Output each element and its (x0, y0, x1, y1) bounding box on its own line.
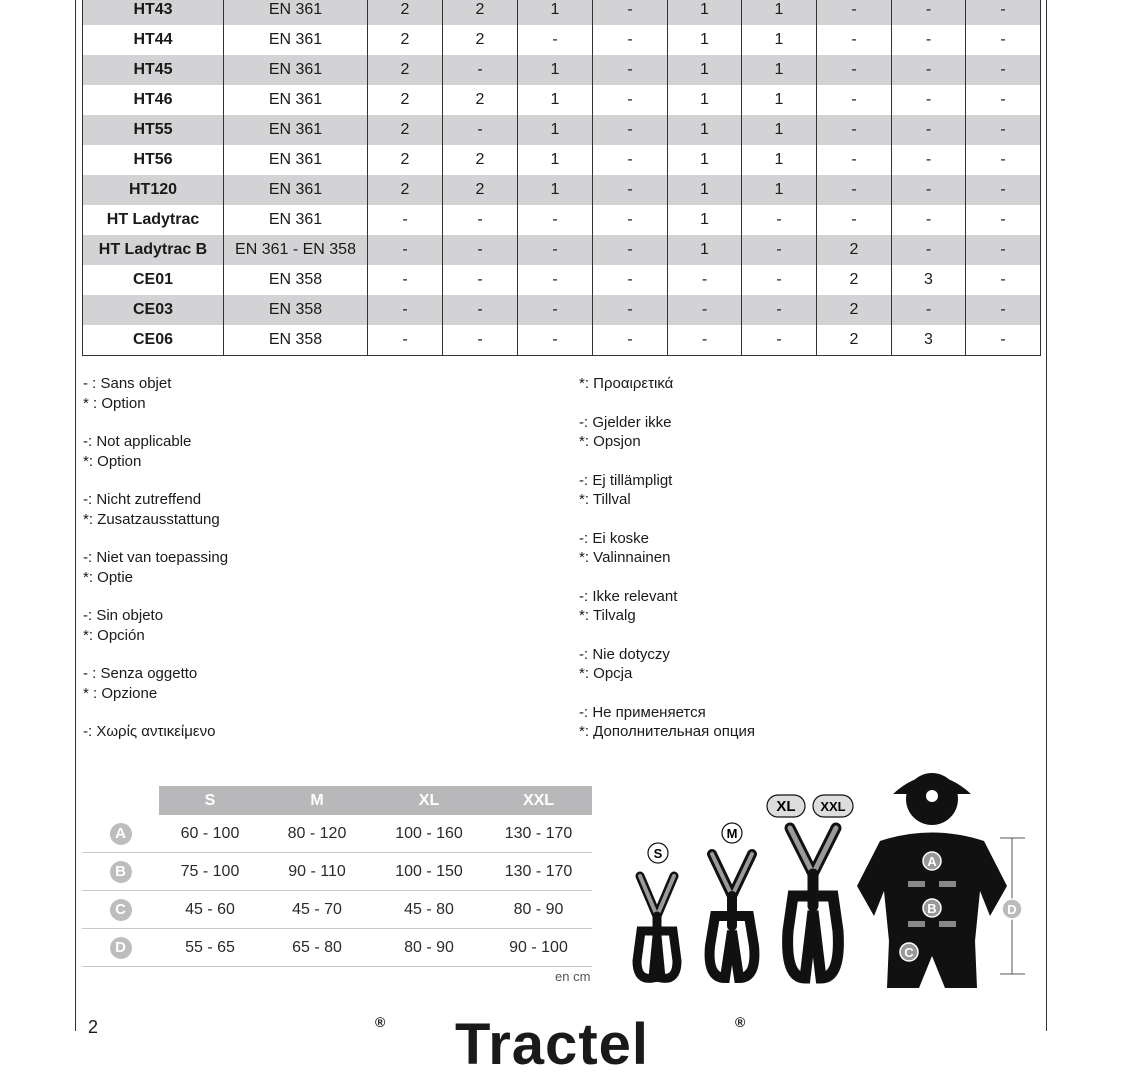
legend-line: *: Optie (83, 568, 134, 586)
value-cell: - (966, 115, 1041, 145)
value-cell: - (892, 295, 966, 325)
model-cell: HT46 (83, 85, 224, 115)
value-cell: 1 (668, 25, 742, 55)
value-cell: 1 (518, 145, 593, 175)
legend-line: *: Προαιρετικά (579, 375, 674, 392)
value-cell: - (593, 295, 668, 325)
value-cell: 1 (742, 55, 817, 85)
value-cell: 1 (518, 0, 593, 25)
value-cell: 1 (668, 205, 742, 235)
value-cell: 2 (443, 25, 518, 55)
value-cell: - (518, 235, 593, 265)
brand-reg-mark: ® (375, 1014, 386, 1030)
badge-size-m: M (726, 826, 738, 841)
legend-left-column (83, 374, 228, 742)
value-cell: - (892, 25, 966, 55)
legend-block (83, 664, 228, 703)
value-cell: - (966, 265, 1041, 295)
body-silhouette-icon (857, 773, 1007, 988)
size-value: 80 - 90 (373, 929, 485, 967)
value-cell: 1 (518, 85, 593, 115)
legend-line: *: Дополнительная опция (579, 723, 755, 740)
table-row (83, 0, 1041, 25)
model-cell: HT45 (83, 55, 224, 85)
value-cell: - (368, 205, 443, 235)
value-cell: - (966, 205, 1041, 235)
value-cell: 2 (817, 325, 892, 356)
legend-line: -: Not applicable (83, 433, 192, 450)
badge-measure-d: D (1007, 902, 1017, 917)
value-cell: - (817, 0, 892, 25)
value-cell: 3 (892, 265, 966, 295)
value-cell: - (443, 115, 518, 145)
size-row-label (82, 891, 159, 929)
value-cell: - (817, 205, 892, 235)
size-value: 45 - 70 (261, 891, 373, 929)
value-cell: - (817, 85, 892, 115)
harness-xl-icon (788, 828, 839, 978)
value-cell: - (892, 85, 966, 115)
size-row (82, 891, 592, 929)
value-cell: 1 (668, 145, 742, 175)
size-row-label (82, 929, 159, 967)
value-cell: - (368, 265, 443, 295)
value-cell: - (368, 235, 443, 265)
value-cell: - (742, 325, 817, 356)
legend-line: -: Χωρίς αντικείμενο (83, 723, 216, 740)
legend-line: *: Opcja (579, 665, 633, 682)
table-row (83, 325, 1041, 356)
legend-line: -: Sin objeto (83, 607, 164, 624)
value-cell: - (742, 295, 817, 325)
model-cell: HT56 (83, 145, 224, 175)
model-cell: CE01 (83, 265, 224, 295)
table-row (83, 55, 1041, 85)
value-cell: - (593, 235, 668, 265)
size-value: 45 - 80 (373, 891, 485, 929)
legend-right-column (579, 374, 755, 742)
size-header-xxl: XXL (485, 786, 592, 815)
model-cell: HT44 (83, 25, 224, 55)
legend-line: *: Opción (83, 626, 145, 644)
value-cell: 1 (742, 85, 817, 115)
value-cell: - (668, 265, 742, 295)
value-cell: 2 (817, 265, 892, 295)
legend-block (579, 645, 755, 684)
standard-cell: EN 358 (224, 325, 368, 356)
value-cell: 2 (368, 175, 443, 205)
legend-line: -: Nie dotyczy (579, 645, 670, 663)
size-row (82, 929, 592, 967)
size-value: 65 - 80 (261, 929, 373, 967)
value-cell: - (518, 25, 593, 55)
value-cell: 1 (742, 25, 817, 55)
model-cell: HT43 (83, 0, 224, 25)
legend-line: *: Opsjon (579, 433, 641, 450)
value-cell: - (966, 235, 1041, 265)
table-row (83, 25, 1041, 55)
value-cell: - (892, 0, 966, 25)
legend-line: - : Sans objet (83, 375, 172, 392)
badge-measure-c: C (904, 945, 914, 960)
size-value: 45 - 60 (159, 891, 261, 929)
value-cell: - (443, 55, 518, 85)
value-cell: - (593, 205, 668, 235)
value-cell: - (892, 145, 966, 175)
value-cell: - (368, 325, 443, 356)
value-cell: - (368, 295, 443, 325)
standard-cell: EN 361 (224, 205, 368, 235)
value-cell: - (593, 25, 668, 55)
legend-block (579, 703, 755, 742)
legend-line: *: Tillval (579, 491, 631, 508)
harness-s-icon (637, 876, 677, 978)
value-cell: - (443, 325, 518, 356)
table-row (83, 295, 1041, 325)
value-cell: - (892, 115, 966, 145)
standard-cell: EN 361 (224, 25, 368, 55)
badge-size-s: S (653, 846, 663, 861)
table-row (83, 145, 1041, 175)
size-row-label (82, 815, 159, 853)
brand-reg-mark-2: ® (735, 1014, 746, 1030)
size-value: 75 - 100 (159, 853, 261, 891)
size-value: 100 - 150 (373, 853, 485, 891)
size-value: 130 - 170 (485, 853, 592, 891)
size-header-xl: XL (373, 786, 485, 815)
unit-label: en cm (555, 969, 591, 984)
legend-block (83, 432, 228, 471)
value-cell: 1 (518, 175, 593, 205)
measure-badge: A (110, 823, 132, 845)
legend-block (83, 722, 228, 742)
legend-line: -: Ei koske (579, 529, 650, 547)
badge-measure-b: B (927, 901, 937, 916)
value-cell: - (518, 295, 593, 325)
model-cell: HT Ladytrac B (83, 235, 224, 265)
value-cell: 1 (518, 115, 593, 145)
standard-cell: EN 361 (224, 55, 368, 85)
model-cell: CE03 (83, 295, 224, 325)
standard-cell: EN 361 - EN 358 (224, 235, 368, 265)
size-table (82, 786, 592, 967)
table-row (83, 205, 1041, 235)
value-cell: - (742, 235, 817, 265)
value-cell: - (668, 295, 742, 325)
value-cell: - (593, 145, 668, 175)
value-cell: - (593, 85, 668, 115)
value-cell: - (966, 295, 1041, 325)
value-cell: - (817, 145, 892, 175)
measure-badge: D (110, 937, 132, 959)
page-number: 2 (88, 1017, 99, 1037)
standard-cell: EN 358 (224, 295, 368, 325)
size-header-s: S (159, 786, 261, 815)
harness-size-figure (625, 766, 1035, 998)
legend-line: * : Option (83, 394, 146, 412)
standard-cell: EN 361 (224, 85, 368, 115)
value-cell: 2 (368, 25, 443, 55)
value-cell: - (966, 25, 1041, 55)
value-cell: 1 (668, 235, 742, 265)
page-frame-left (75, 0, 76, 1031)
measure-badge: B (110, 861, 132, 883)
size-row-label (82, 853, 159, 891)
legend-line: -: Ej tillämpligt (579, 471, 673, 489)
legend-block (579, 471, 755, 510)
value-cell: - (817, 25, 892, 55)
badge-size-xxl: XXL (820, 799, 846, 814)
size-value: 60 - 100 (159, 815, 261, 853)
size-value: 90 - 110 (261, 853, 373, 891)
value-cell: 1 (668, 55, 742, 85)
value-cell: - (593, 265, 668, 295)
legend-line: -: Nicht zutreffend (83, 491, 202, 508)
size-value: 130 - 170 (485, 815, 592, 853)
value-cell: - (443, 235, 518, 265)
value-cell: - (518, 205, 593, 235)
legend-line: -: Niet van toepassing (83, 549, 229, 566)
value-cell: - (966, 0, 1041, 25)
value-cell: - (593, 115, 668, 145)
page-frame-right (1046, 0, 1047, 1031)
legend-line: *: Zusatzausstattung (83, 510, 220, 528)
size-row (82, 815, 592, 853)
legend-line: -: Ikke relevant (579, 587, 678, 605)
legend-block (579, 374, 755, 394)
value-cell: 2 (443, 0, 518, 25)
badge-measure-a: A (927, 854, 937, 869)
brand-wordmark: Tractel (455, 1012, 649, 1077)
table-row (83, 115, 1041, 145)
table-row (83, 235, 1041, 265)
legend-block (579, 587, 755, 626)
size-header-m: M (261, 786, 373, 815)
value-cell: - (668, 325, 742, 356)
value-cell: - (966, 325, 1041, 356)
value-cell: - (966, 55, 1041, 85)
size-value: 55 - 65 (159, 929, 261, 967)
model-cell: HT120 (83, 175, 224, 205)
legend-block (579, 529, 755, 568)
value-cell: - (593, 325, 668, 356)
value-cell: - (966, 145, 1041, 175)
value-cell: - (742, 205, 817, 235)
value-cell: - (443, 295, 518, 325)
size-header-blank (82, 786, 159, 815)
model-cell: CE06 (83, 325, 224, 356)
value-cell: - (593, 0, 668, 25)
legend-block (83, 374, 228, 413)
value-cell: - (742, 265, 817, 295)
standard-cell: EN 361 (224, 0, 368, 25)
legend-line: *: Valinnainen (579, 549, 671, 566)
value-cell: 2 (368, 0, 443, 25)
value-cell: - (892, 235, 966, 265)
value-cell: 1 (668, 85, 742, 115)
size-value: 80 - 120 (261, 815, 373, 853)
value-cell: - (443, 205, 518, 235)
value-cell: - (892, 205, 966, 235)
standard-cell: EN 361 (224, 175, 368, 205)
size-row (82, 853, 592, 891)
table-row (83, 85, 1041, 115)
value-cell: - (593, 55, 668, 85)
value-cell: - (518, 325, 593, 356)
value-cell: 1 (742, 0, 817, 25)
legend-line: -: Gjelder ikke (579, 413, 672, 431)
value-cell: 2 (817, 235, 892, 265)
value-cell: 2 (368, 55, 443, 85)
size-value: 90 - 100 (485, 929, 592, 967)
legend-line: -: Не применяется (579, 703, 706, 721)
value-cell: - (966, 85, 1041, 115)
value-cell: 2 (817, 295, 892, 325)
model-cell: HT Ladytrac (83, 205, 224, 235)
legend-block (579, 413, 755, 452)
value-cell: - (817, 175, 892, 205)
product-table (82, 0, 1041, 356)
value-cell: 1 (742, 115, 817, 145)
value-cell: 1 (742, 175, 817, 205)
value-cell: 2 (443, 175, 518, 205)
legend-block (83, 606, 228, 645)
model-cell: HT55 (83, 115, 224, 145)
standard-cell: EN 361 (224, 115, 368, 145)
legend-line: *: Option (83, 452, 142, 470)
value-cell: - (966, 175, 1041, 205)
legend-line: - : Senza oggetto (83, 665, 198, 682)
value-cell: 1 (742, 145, 817, 175)
size-value: 100 - 160 (373, 815, 485, 853)
value-cell: 1 (518, 55, 593, 85)
value-cell: - (817, 115, 892, 145)
measure-badge: C (110, 899, 132, 921)
badge-size-xl: XL (776, 798, 796, 815)
value-cell: 2 (368, 115, 443, 145)
legend-block (83, 490, 228, 529)
legend-line: * : Opzione (83, 684, 158, 702)
value-cell: - (817, 55, 892, 85)
value-cell: - (892, 175, 966, 205)
value-cell: 2 (368, 145, 443, 175)
value-cell: 1 (668, 175, 742, 205)
value-cell: 3 (892, 325, 966, 356)
size-value: 80 - 90 (485, 891, 592, 929)
value-cell: 1 (668, 115, 742, 145)
value-cell: 2 (443, 85, 518, 115)
value-cell: 2 (443, 145, 518, 175)
value-cell: - (518, 265, 593, 295)
standard-cell: EN 358 (224, 265, 368, 295)
value-cell: 1 (668, 0, 742, 25)
table-row (83, 175, 1041, 205)
legend-line: *: Tilvalg (579, 607, 636, 624)
table-row (83, 265, 1041, 295)
standard-cell: EN 361 (224, 145, 368, 175)
legend-block (83, 548, 228, 587)
harness-m-icon (710, 854, 755, 978)
value-cell: - (443, 265, 518, 295)
value-cell: - (892, 55, 966, 85)
brand-logo (375, 1010, 755, 1077)
value-cell: - (593, 175, 668, 205)
value-cell: 2 (368, 85, 443, 115)
